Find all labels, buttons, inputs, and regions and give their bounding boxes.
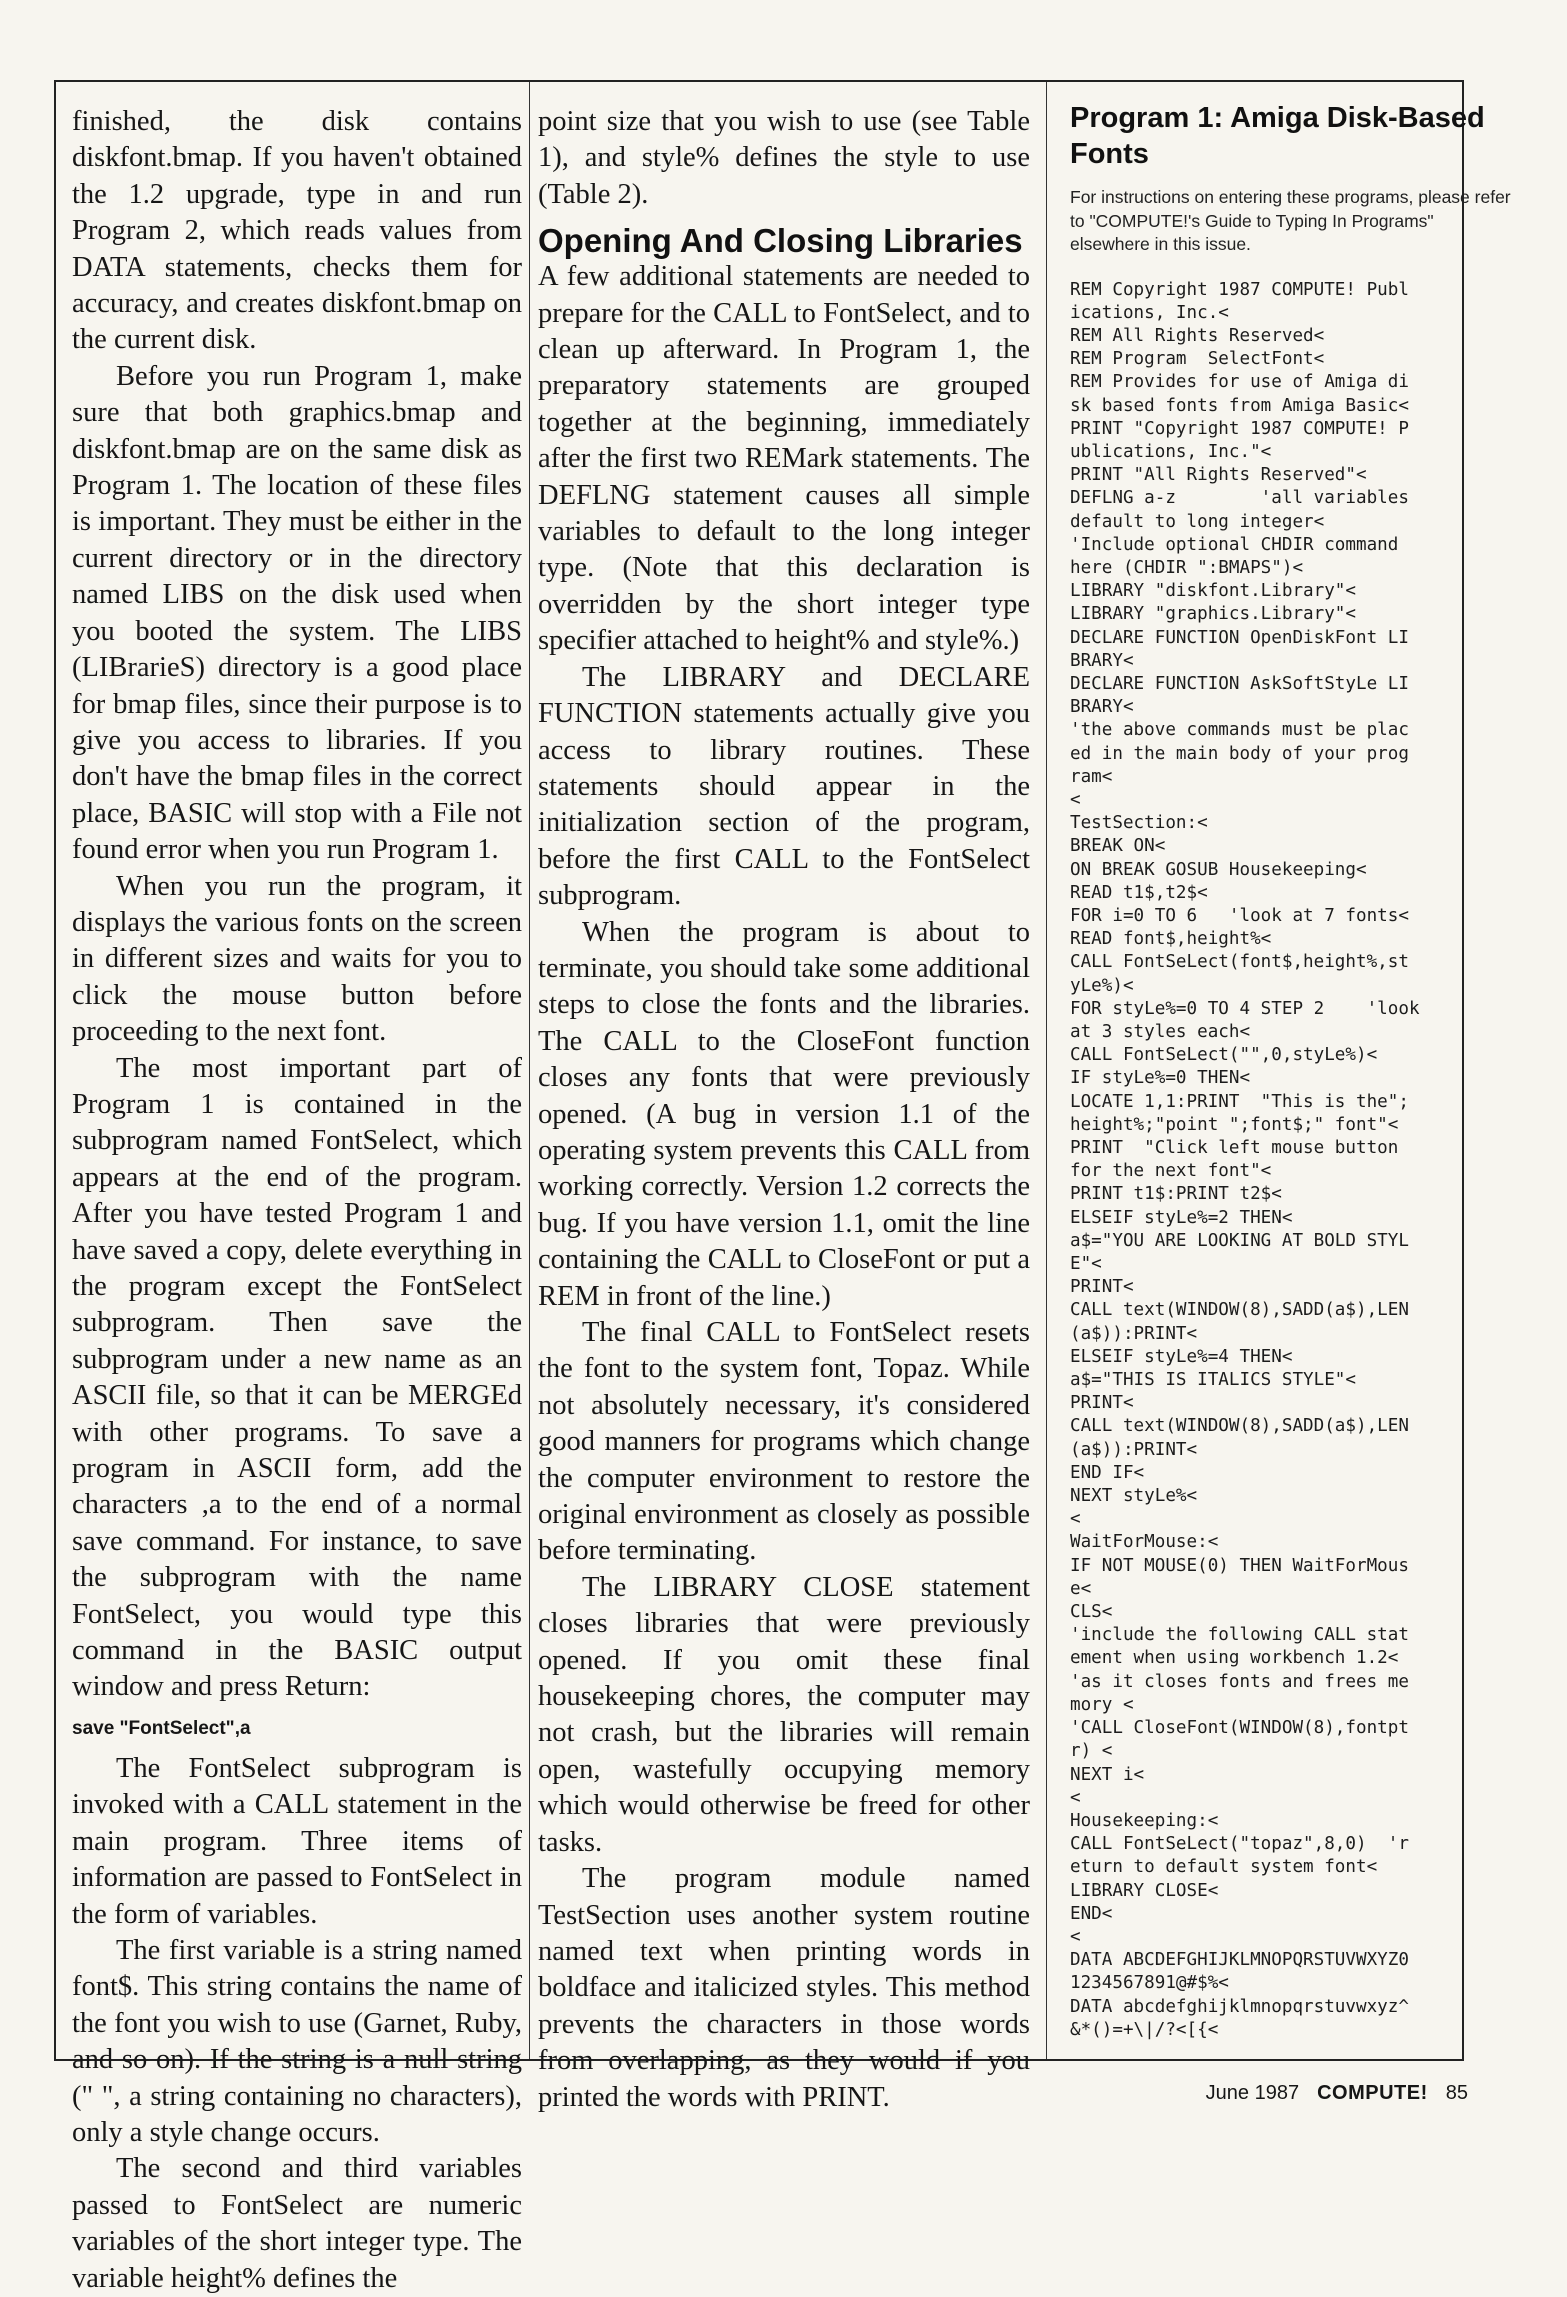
page-number: 85 xyxy=(1445,2082,1468,2104)
column-divider-1 xyxy=(529,82,530,2059)
paragraph: The program module named TestSection uses another system routine named text when printing words in boldface and italicized styles. This method prevents the characters in those words from overlapping, as they would if you printed the words with PRINT. xyxy=(538,1863,1030,2113)
article-column-2 xyxy=(538,104,1030,2116)
section-heading: Opening And Closing Libraries xyxy=(538,222,1023,260)
magazine-name: COMPUTE! xyxy=(1317,2082,1428,2104)
page-footer xyxy=(1200,2082,1468,2105)
paragraph: The most important part of Program 1 is contained in the subprogram named FontSelect, which appears at the end of the program. After you have tested Program 1 and have saved a copy, delete everything in the program except the FontSelect subprogram. Then save the subprogram under a new name as an ASCII file, so that it can be MERGEd with other programs. To save a program in ASCII form, add the characters ,a to the end of a normal save command. For instance, to save the subprogram with the name FontSelect, you would type this command in the BASIC output window and press Return: xyxy=(72,1052,522,1703)
paragraph: The LIBRARY CLOSE statement closes libraries that were previously opened. If you omit these final housekeeping chores, the computer may not crash, but the libraries will remain open, wastefully occupying memory which would otherwise be freed for other tasks. xyxy=(538,1571,1030,1858)
paragraph: finished, the disk contains diskfont.bmap. If you haven't obtained the 1.2 upgrade, type in and run Program 2, which reads values from DATA statements, checks them for accuracy, and creates diskfont.bmap on the current disk. xyxy=(72,106,522,356)
program-listing-column xyxy=(1070,104,1514,2042)
paragraph: A few additional statements are needed to prepare for the CALL to FontSelect, and to clean up afterward. In Program 1, the preparatory statements are grouped together at the beginning, immediately after the first two REMark statements. The DEFLNG statement causes all simple variables to default to the long integer type. (Note that this declaration is overridden by the short integer type specifier attached to height% and style%.) xyxy=(538,261,1030,657)
paragraph: The second and third variables passed to FontSelect are numeric variables of the short integer type. The variable height% defines the xyxy=(72,2153,522,2294)
paragraph: point size that you wish to use (see Table 1), and style% defines the style to use (Table 2). xyxy=(538,106,1030,210)
code-snippet: save "FontSelect",a xyxy=(72,1717,251,1739)
paragraph: Before you run Program 1, make sure that both graphics.bmap and diskfont.bmap are on the same disk as Program 1. The location of these files is important. They must be either in the current directory or in the directory named LIBS on the disk used when you booted the system. The LIBS (LIBrarieS) directory is a good place for bmap files, since their purpose is to give you access to libraries. If you don't have the bmap files in the correct place, BASIC will stop with a File not found error when you run Program 1. xyxy=(72,360,522,866)
program-intro: For instructions on entering these programs, please refer to "COMPUTE!'s Guide to Typing In Programs" elsewhere in this issue. xyxy=(1070,187,1511,254)
paragraph: When you run the program, it displays the various fonts on the screen in different sizes and waits for you to click the mouse button before proceeding to the next font. xyxy=(72,870,522,1048)
issue-date: June 1987 xyxy=(1205,2082,1300,2104)
column-divider-2 xyxy=(1046,82,1047,2059)
paragraph: The FontSelect subprogram is invoked with a CALL statement in the main program. Three items of information are passed to FontSelect in the form of variables. xyxy=(72,1752,522,1930)
program-title: Program 1: Amiga Disk-Based Fonts xyxy=(1070,102,1485,170)
paragraph: The final CALL to FontSelect resets the font to the system font, Topaz. While not absolutely necessary, it's considered good manners for programs which change the computer environment to restore the original environment as closely as possible before terminating. xyxy=(538,1317,1030,1567)
paragraph: The first variable is a string named font$. This string contains the name of the font you wish to use (Garnet, Ruby, and so on). If the string is a null string (" ", a string containing no characters), only a style change occurs. xyxy=(72,1934,522,2148)
paragraph: The LIBRARY and DECLARE FUNCTION statements actually give you access to library routines. These statements should appear in the initialization section of the program, before the first CALL to the FontSelect subprogram. xyxy=(538,661,1030,912)
paragraph: When the program is about to terminate, you should take some additional steps to close the fonts and the libraries. The CALL to the CloseFont function closes any fonts that were previously opened. (A bug in version 1.1 of the operating system prevents this CALL from working correctly. Version 1.2 corrects the bug. If you have version 1.1, omit the line containing the CALL to CloseFont or put a REM in front of the line.) xyxy=(538,916,1030,1312)
article-column-1 xyxy=(72,104,522,2297)
program-listing: REM Copyright 1987 COMPUTE! Publ ications, Inc.< REM All Rights Reserved< REM Program SelectFont< REM Provides for use of Amiga di sk based fonts from Amiga Basic< PRINT "Copyright 1987 COMPUTE! P ublications, Inc."< PRINT "All Rights Reserved"< DEFLNG a-z 'all variables default to long integer< 'Include optional CHDIR command here (CHDIR ":BMAPS")< LIBRARY "diskfont.Library"< LIBRARY "graphics.Library"< DECLARE FUNCTION OpenDiskFont LI BRARY< DECLARE FUNCTION AskSoftStyLe LI BRARY< 'the above commands must be plac ed in the main body of your prog ram< < TestSection:< BREAK ON< ON BREAK GOSUB Housekeeping< READ t1$,t2$< FOR i=0 TO 6 'look at 7 fonts< READ font$,height%< CALL FontSeLect(font$,height%,st yLe%)< FOR styLe%=0 TO 4 STEP 2 'look at 3 styles each< CALL FontSeLect("",0,styLe%)< IF styLe%=0 THEN< LOCATE 1,1:PRINT "This is the"; height%;"point ";font$;" font"< PRINT "Click left mouse button for the next font"< PRINT t1$:PRINT t2$< ELSEIF styLe%=2 THEN< a$="YOU ARE LOOKING AT BOLD STYL E"< PRINT< CALL text(WINDOW(8),SADD(a$),LEN (a$)):PRINT< ELSEIF styLe%=4 THEN< a$="THIS IS ITALICS STYLE"< PRINT< CALL text(WINDOW(8),SADD(a$),LEN (a$)):PRINT< END IF< NEXT styLe%< < WaitForMouse:< IF NOT MOUSE(0) THEN WaitForMous e< CLS< 'include the following CALL stat ement when using workbench 1.2< 'as it closes fonts and frees me mory < 'CALL CloseFont(WINDOW(8),fontpt r) < NEXT i< < Housekeeping:< CALL FontSeLect("topaz",8,0) 'r eturn to default system font< LIBRARY CLOSE< END< < DATA ABCDEFGHIJKLMNOPQRSTUVWXYZ0 1234567891@#$%< DATA abcdefghijklmnopqrstuvwxyz^ &*()=+\|/?<[{< xyxy=(1070,279,1420,2040)
